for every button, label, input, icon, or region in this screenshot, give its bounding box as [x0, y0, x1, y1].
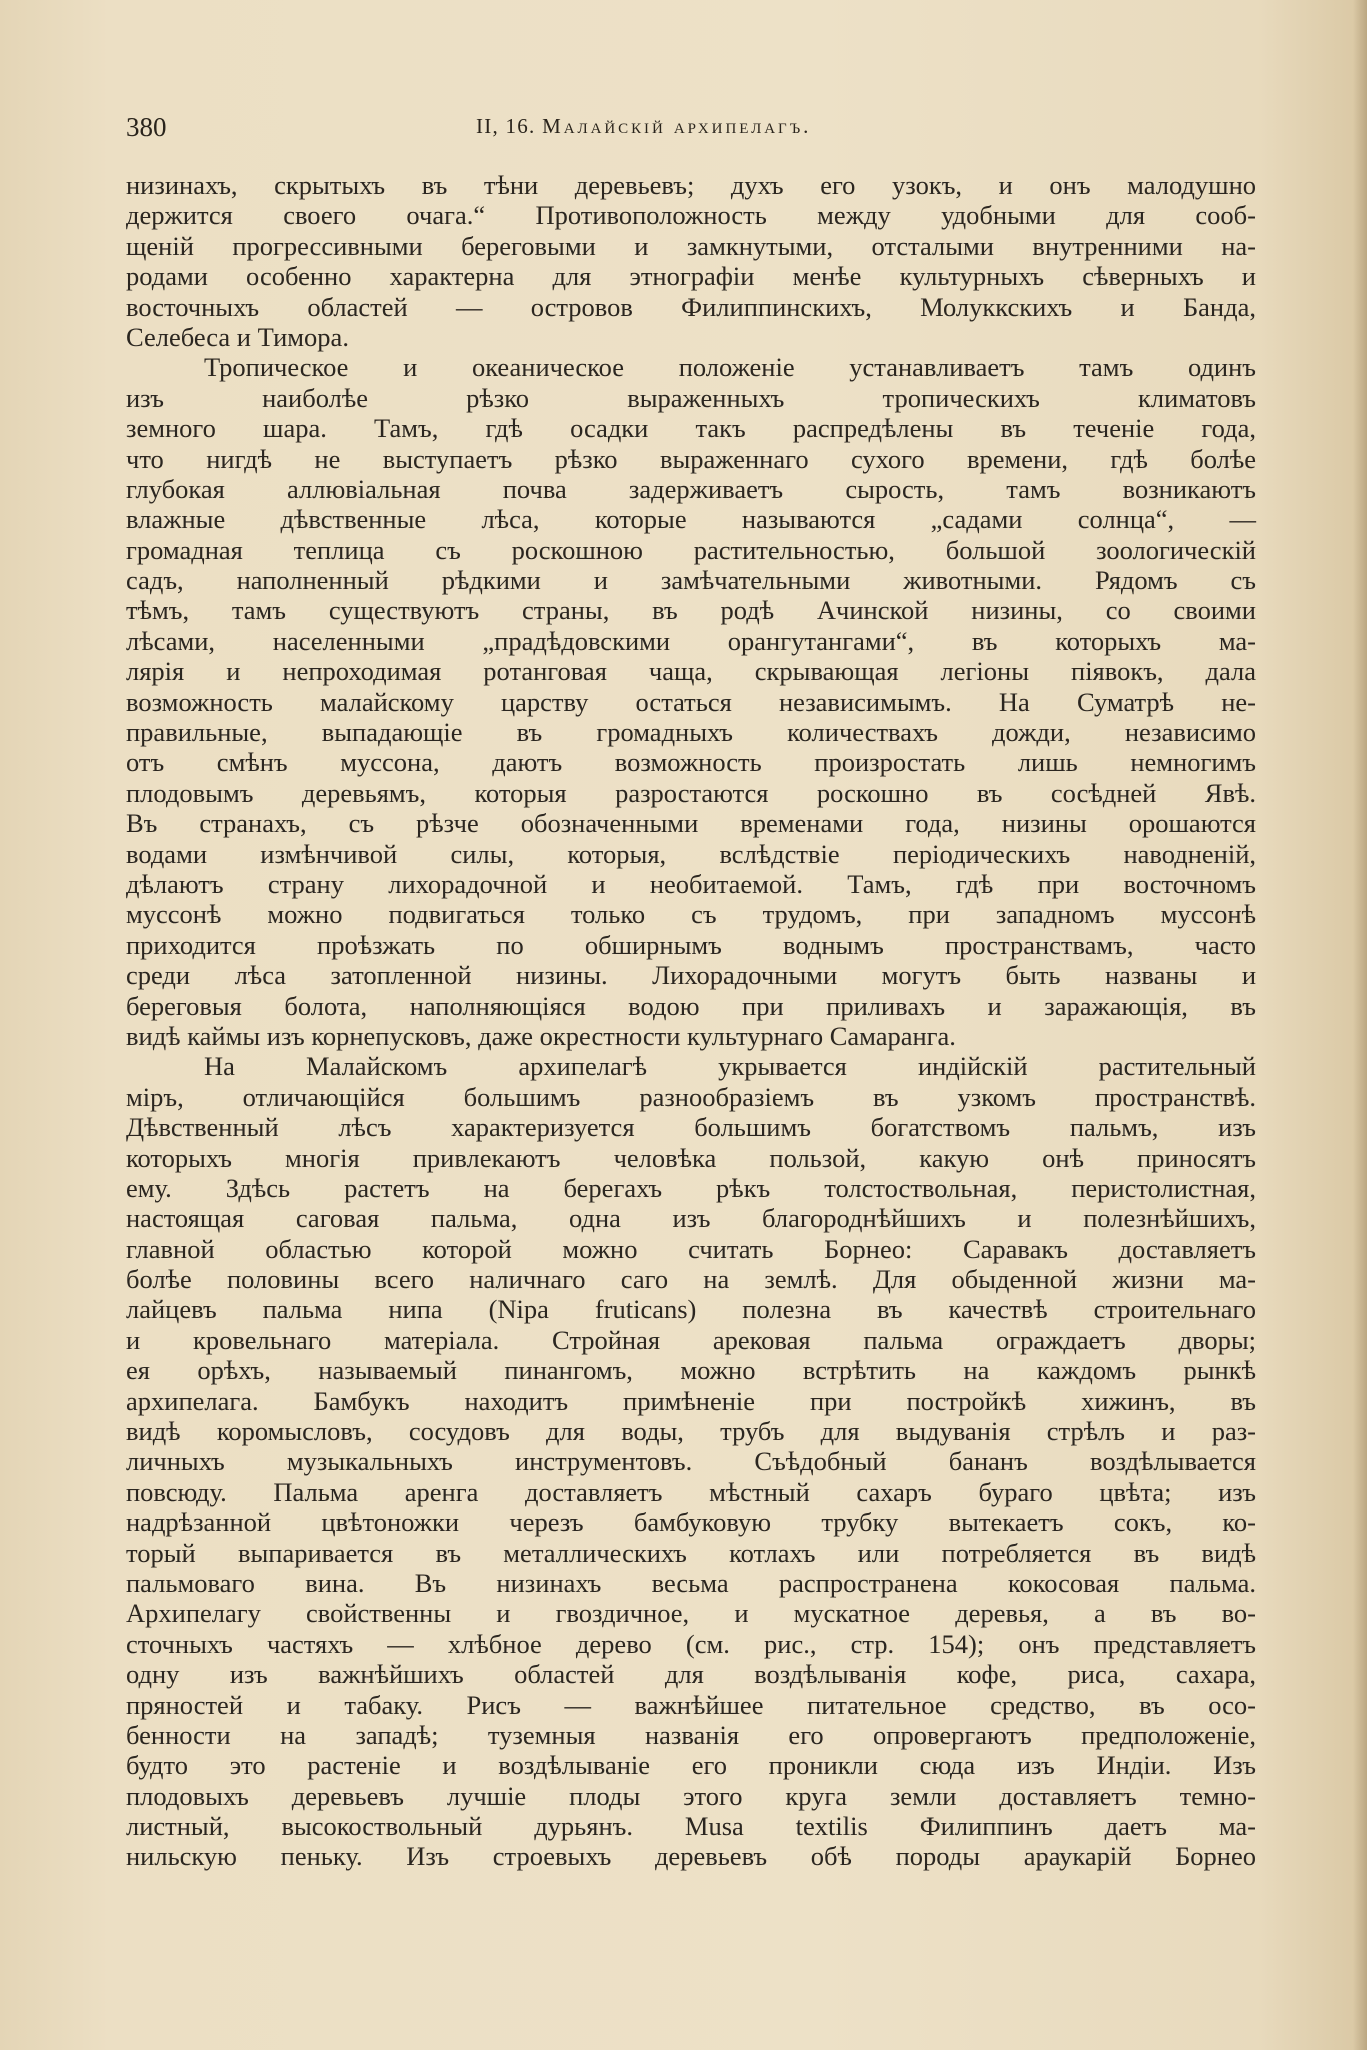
text-line: лѣсами, населенными „прадѣдовскими орангутангами“, въ которыхъ ма- [126, 625, 1256, 656]
text-line: водами измѣнчивой силы, которыя, вслѣдствіе періодическихъ наводненій, [126, 838, 1256, 869]
text-line: болѣе половины всего наличнаго саго на землѣ. Для обыденной жизни ма- [126, 1264, 1256, 1295]
text-line: лярія и непроходимая ротанговая чаща, скрывающая легіоны піявокъ, дала [126, 656, 1256, 687]
text-line: повсюду. Пальма аренга доставляетъ мѣстный сахаръ бураго цвѣта; изъ [126, 1476, 1256, 1507]
text-line: Архипелагу свойственны и гвоздичное, и мускатное деревья, а въ во- [126, 1598, 1256, 1629]
text-line: листный, высокоствольный дурьянъ. Musa textilis Филиппинъ даетъ ма- [126, 1811, 1256, 1842]
text-line: настоящая саговая пальма, одна изъ благороднѣйшихъ и полезнѣйшихъ, [126, 1203, 1256, 1234]
text-line: муссонѣ можно подвигаться только съ трудомъ, при западномъ муссонѣ [126, 899, 1256, 930]
text-line: изъ наиболѣе рѣзко выраженныхъ тропическихъ климатовъ [126, 382, 1256, 413]
text-line: родами особенно характерна для этнографіи менѣе культурныхъ сѣверныхъ и [126, 261, 1256, 292]
text-line: Селебеса и Тимора. [126, 321, 349, 352]
text-line: Въ странахъ, съ рѣзче обозначенными временами года, низины орошаются [126, 808, 1256, 839]
text-line: пряностей и табаку. Рисъ — важнѣйшее питательное средство, въ осо- [126, 1689, 1256, 1720]
text-line: надрѣзанной цвѣтоножки черезъ бамбуковую трубку вытекаетъ сокъ, ко- [126, 1507, 1256, 1538]
text-line: Дѣвственный лѣсъ характеризуется большимъ богатствомъ пальмъ, изъ [126, 1112, 1256, 1143]
text-line: будто это растеніе и воздѣлываніе его проникли сюда изъ Индіи. Изъ [126, 1750, 1256, 1781]
text-line: ея орѣхъ, называемый пинангомъ, можно встрѣтить на каждомъ рынкѣ [126, 1355, 1256, 1386]
page-header [126, 110, 1256, 150]
text-line: среди лѣса затопленной низины. Лихорадочными могутъ быть названы и [126, 960, 1256, 991]
chapter-title: Малайскій архипелагъ. [542, 114, 812, 138]
text-line: которыхъ многія привлекаютъ человѣка пользой, какую онѣ приносятъ [126, 1142, 1256, 1173]
text-line: видѣ каймы изъ корнепусковъ, даже окрестности культурнаго Самаранга. [126, 1020, 956, 1051]
text-line: щеній прогрессивными береговыми и замкнутыми, отсталыми внутренними на- [126, 230, 1256, 261]
text-line: архипелага. Бамбукъ находитъ примѣненіе при постройкѣ хижинъ, въ [126, 1385, 1256, 1416]
text-line: торый выпаривается въ металлическихъ котлахъ или потребляется въ видѣ [126, 1537, 1256, 1568]
text-line: личныхъ музыкальныхъ инструментовъ. Съѣдобный бананъ воздѣлывается [126, 1446, 1256, 1477]
text-line: міръ, отличающійся большимъ разнообразіемъ въ узкомъ пространствѣ. [126, 1081, 1256, 1112]
text-line: главной областью которой можно считать Борнео: Саравакъ доставляетъ [126, 1233, 1256, 1264]
text-line: садъ, наполненный рѣдкими и замѣчательными животными. Рядомъ съ [126, 565, 1256, 596]
text-line: восточныхъ областей — островов Филиппинскихъ, Молуккскихъ и Банда, [126, 291, 1256, 322]
running-head [476, 114, 811, 139]
text-line: держится своего очага.“ Противоположность между удобными для сооб- [126, 200, 1256, 231]
text-line: что нигдѣ не выступаетъ рѣзко выраженнаго сухого времени, гдѣ болѣе [126, 443, 1256, 474]
text-line: приходится проѣзжать по обширнымъ воднымъ пространствамъ, часто [126, 929, 1256, 960]
text-line: одну изъ важнѣйшихъ областей для воздѣлыванія кофе, риса, сахара, [126, 1659, 1256, 1690]
text-line: сточныхъ частяхъ — хлѣбное дерево (см. рис., стр. 154); онъ представляетъ [126, 1628, 1256, 1659]
text-line: возможность малайскому царству остаться независимымъ. На Суматрѣ не- [126, 686, 1256, 717]
text-line: береговыя болота, наполняющіяся водою при приливахъ и заражающія, въ [126, 990, 1256, 1021]
text-line: глубокая аллювіальная почва задерживаетъ сырость, тамъ возникаютъ [126, 473, 1256, 504]
text-line: нильскую пеньку. Изъ строевыхъ деревьевъ обѣ породы араукарій Борнео [126, 1841, 1256, 1872]
body-text [126, 170, 1256, 1872]
text-line: громадная теплица съ роскошною растительностью, большой зоологическій [126, 534, 1256, 565]
text-line: лайцевъ пальма нипа (Nipa fruticans) полезна въ качествѣ строительнаго [126, 1294, 1256, 1325]
text-line: ему. Здѣсь растетъ на берегахъ рѣкъ толстоствольная, перистолистная, [126, 1172, 1256, 1203]
text-line: земного шара. Тамъ, гдѣ осадки такъ распредѣлены въ теченіе года, [126, 413, 1256, 444]
text-line: пальмоваго вина. Въ низинахъ весьма распространена кокосовая пальма. [126, 1567, 1256, 1598]
text-line: видѣ коромысловъ, сосудовъ для воды, трубъ для выдуванія стрѣлъ и раз- [126, 1416, 1256, 1447]
text-line: отъ смѣнъ муссона, даютъ возможность произростать лишь немногимъ [126, 747, 1256, 778]
text-line: и кровельнаго матеріала. Стройная арековая пальма ограждаетъ дворы; [126, 1324, 1256, 1355]
text-line: влажные дѣвственные лѣса, которые называются „садами солнца“, — [126, 504, 1256, 535]
text-line: плодовыхъ деревьевъ лучшіе плоды этого круга земли доставляетъ темно- [126, 1780, 1256, 1811]
page-edge-shadow [1353, 0, 1367, 2050]
page-number: 380 [126, 112, 167, 142]
text-line: дѣлаютъ страну лихорадочной и необитаемой. Тамъ, гдѣ при восточномъ [126, 868, 1256, 899]
text-line: Тропическое и океаническое положеніе устанавливаетъ тамъ одинъ [204, 352, 1256, 383]
text-line: правильные, выпадающіе въ громадныхъ количествахъ дожди, независимо [126, 717, 1256, 748]
text-line: бенности на западѣ; туземныя названія его опровергаютъ предположеніе, [126, 1719, 1256, 1750]
text-line: низинахъ, скрытыхъ въ тѣни деревьевъ; духъ его узокъ, и онъ малодушно [126, 170, 1256, 200]
text-line: тѣмъ, тамъ существуютъ страны, въ родѣ Ачинской низины, со своими [126, 595, 1256, 626]
text-line: плодовымъ деревьямъ, которыя разростаются роскошно въ сосѣдней Явѣ. [126, 777, 1256, 808]
text-line: На Малайскомъ архипелагѣ укрывается индійскій растительный [204, 1051, 1256, 1082]
chapter-ref: II, 16. [476, 114, 536, 138]
